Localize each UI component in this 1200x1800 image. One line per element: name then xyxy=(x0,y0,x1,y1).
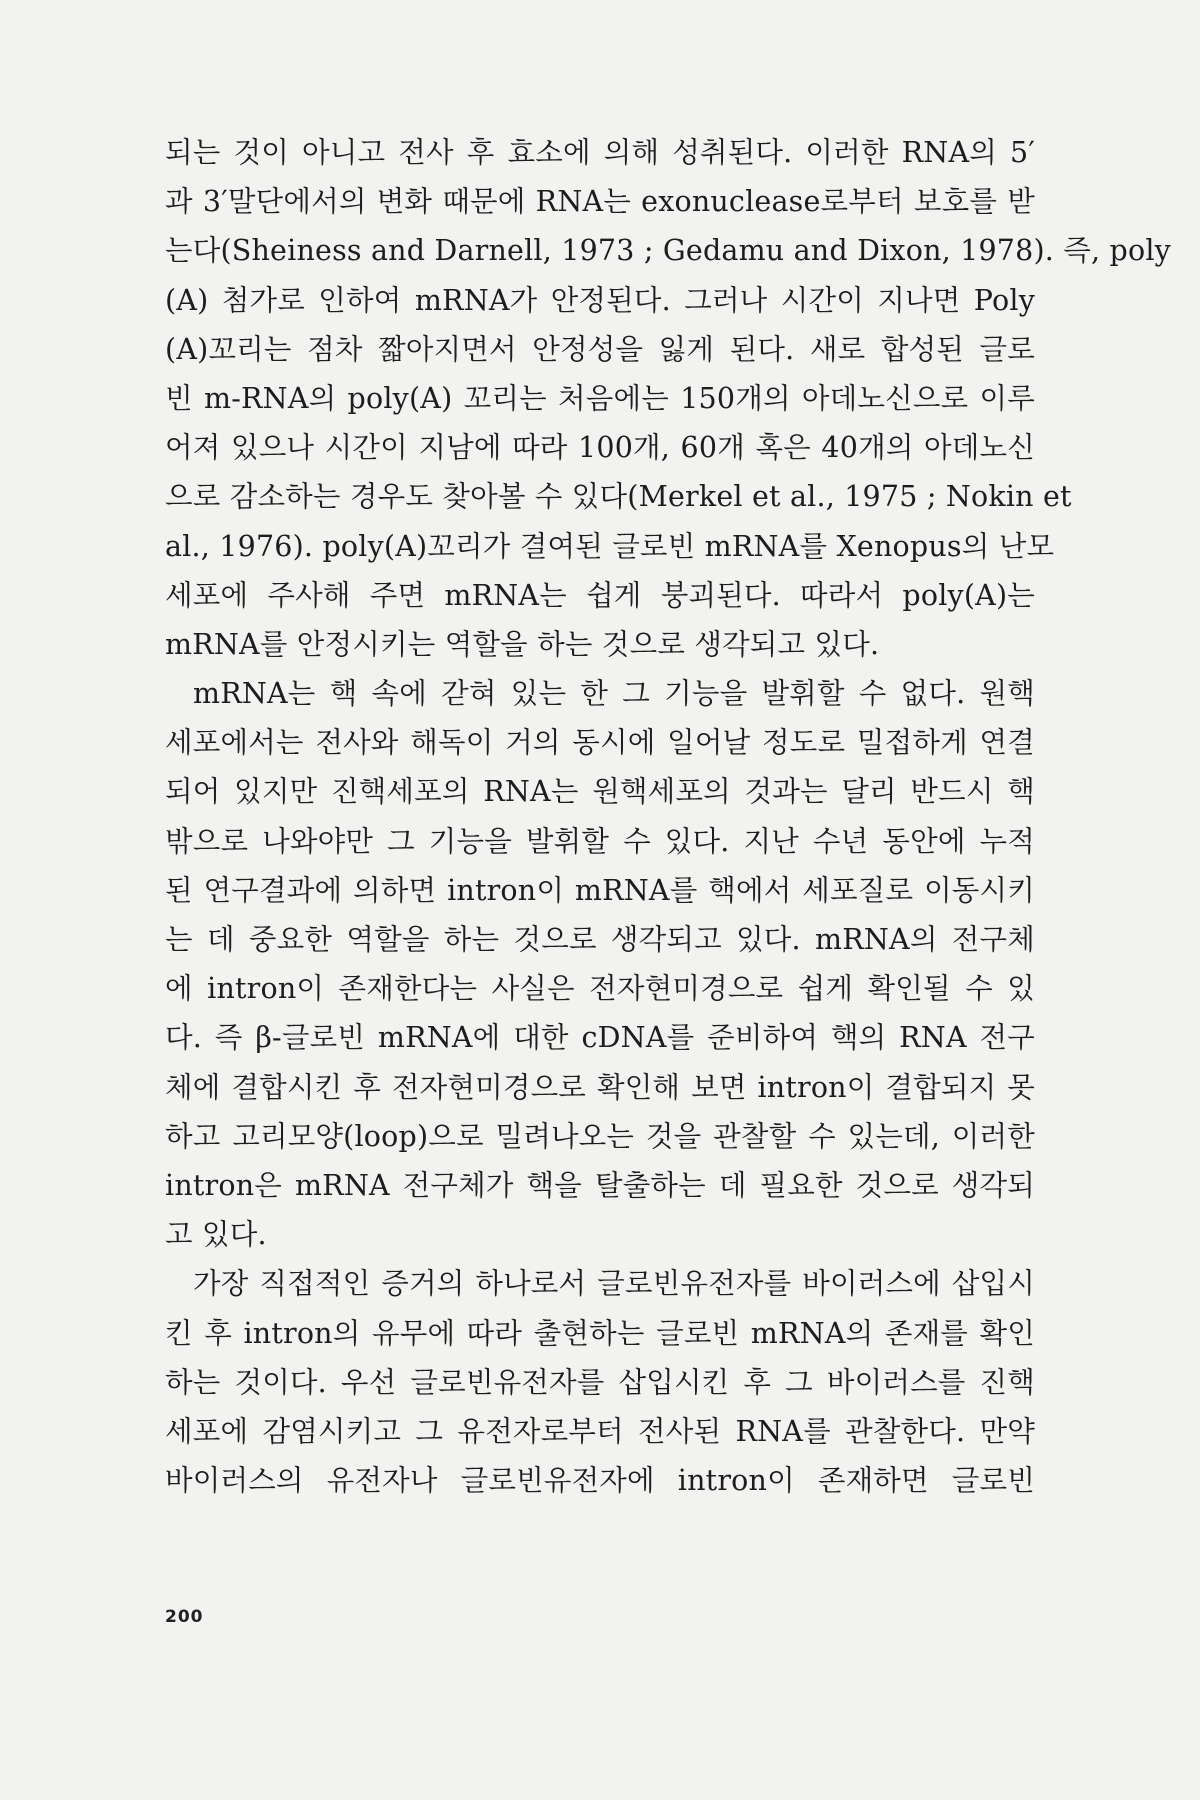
text-line: 되는 것이 아니고 전사 후 효소에 의해 성취된다. 이러한 RNA의 5′ xyxy=(165,136,1035,169)
text-line: 고 있다. xyxy=(165,1218,267,1252)
text-line: 에 intron이 존재한다는 사실은 전자현미경으로 쉽게 확인될 수 있 xyxy=(165,972,1035,1006)
text-line: 세포에 감염시키고 그 유전자로부터 전사된 RNA를 관찰한다. 만약 xyxy=(165,1414,1035,1448)
text-line: mRNA를 안정시키는 역할을 하는 것으로 생각되고 있다. xyxy=(165,627,880,661)
text-line: mRNA는 핵 속에 갇혀 있는 한 그 기능을 발휘할 수 없다. 원핵 xyxy=(193,677,1035,711)
text-line: intron은 mRNA 전구체가 핵을 탈출하는 데 필요한 것으로 생각되 xyxy=(165,1168,1035,1202)
body-text xyxy=(165,128,1171,1505)
text-line: 는 데 중요한 역할을 하는 것으로 생각되고 있다. mRNA의 전구체 xyxy=(165,923,1035,956)
text-line: 체에 결합시킨 후 전자현미경으로 확인해 보면 intron이 결합되지 못 xyxy=(165,1070,1035,1104)
text-line: 하고 고리모양(loop)으로 밀려나오는 것을 관찰할 수 있는데, 이러한 xyxy=(165,1119,1035,1153)
text-line: 어져 있으나 시간이 지남에 따라 100개, 60개 혹은 40개의 아데노신 xyxy=(165,431,1035,465)
text-line: 하는 것이다. 우선 글로빈유전자를 삽입시킨 후 그 바이러스를 진핵 xyxy=(165,1365,1035,1399)
text-line: 과 3′말단에서의 변화 때문에 RNA는 exonuclease로부터 보호를 받 xyxy=(165,185,1035,219)
text-line: 가장 직접적인 증거의 하나로서 글로빈유전자를 바이러스에 삽입시 xyxy=(193,1267,1035,1301)
text-line: 바이러스의 유전자나 글로빈유전자에 intron이 존재하면 글로빈 xyxy=(165,1464,1035,1498)
text-line: 되어 있지만 진핵세포의 RNA는 원핵세포의 것과는 달리 반드시 핵 xyxy=(165,775,1035,809)
page-number: 200 xyxy=(165,1607,204,1627)
text-line: 세포에서는 전사와 해독이 거의 동시에 일어날 정도로 밀접하게 연결 xyxy=(165,726,1035,760)
text-line: (A)꼬리는 점차 짧아지면서 안정성을 잃게 된다. 새로 합성된 글로 xyxy=(165,332,1035,366)
text-line: 세포에 주사해 주면 mRNA는 쉽게 붕괴된다. 따라서 poly(A)는 xyxy=(165,578,1035,612)
text-line: (A) 첨가로 인하여 mRNA가 안정된다. 그러나 시간이 지나면 Poly xyxy=(165,283,1035,317)
text-line: 킨 후 intron의 유무에 따라 출현하는 글로빈 mRNA의 존재를 확인 xyxy=(165,1316,1035,1350)
text-line: al., 1976). poly(A)꼬리가 결여된 글로빈 mRNA를 Xenopus의 난모 xyxy=(165,529,1055,563)
text-line: 된 연구결과에 의하면 intron이 mRNA를 핵에서 세포질로 이동시키 xyxy=(165,873,1035,907)
text-line: 는다(Sheiness and Darnell, 1973 ; Gedamu and Dixon, 1978). 즉, poly xyxy=(165,234,1171,268)
text-line: 밖으로 나와야만 그 기능을 발휘할 수 있다. 지난 수년 동안에 누적 xyxy=(165,824,1035,858)
text-line: 빈 m-RNA의 poly(A) 꼬리는 처음에는 150개의 아데노신으로 이루 xyxy=(165,381,1035,415)
text-line: 다. 즉 β-글로빈 mRNA에 대한 cDNA를 준비하여 핵의 RNA 전구 xyxy=(165,1021,1035,1055)
text-line: 으로 감소하는 경우도 찾아볼 수 있다(Merkel et al., 1975 ; Nokin et xyxy=(165,480,1072,514)
